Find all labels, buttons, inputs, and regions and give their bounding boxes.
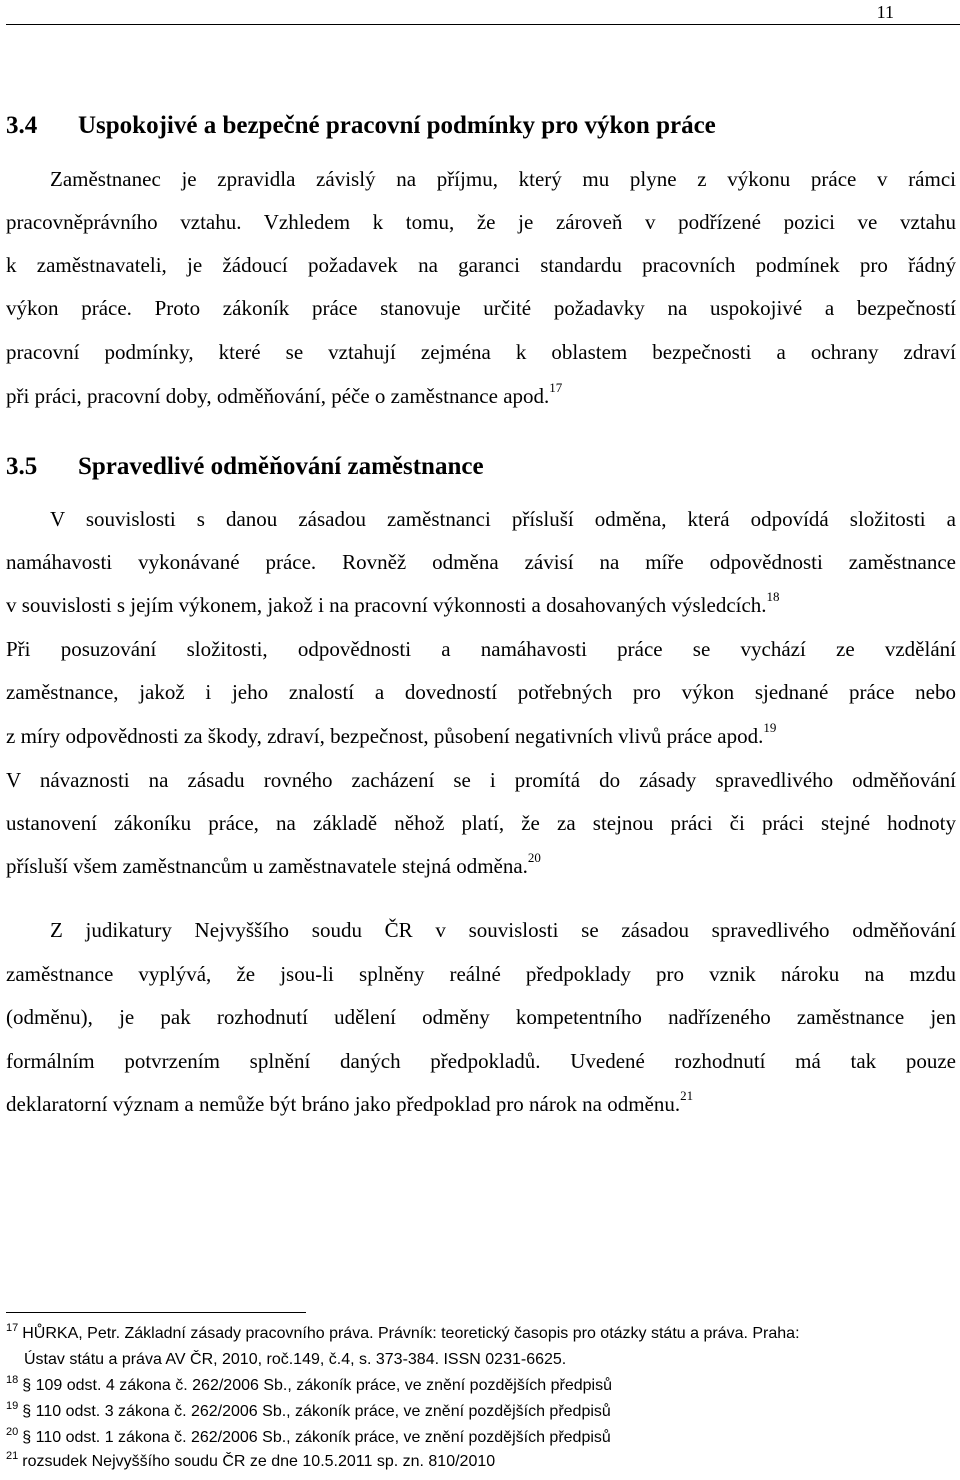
section-title: Uspokojivé a bezpečné pracovní podmínky pro výkon práce <box>78 112 716 139</box>
paragraph-line: při práci, pracovní doby, odměňování, péče o zaměstnance apod.$^{17}$ <box>6 380 563 408</box>
section-number: 3.5 <box>6 453 38 480</box>
footnote-mark: 19 <box>6 1400 19 1412</box>
section-sign: § <box>22 1377 32 1394</box>
paragraph-line: přísluší všem zaměstnancům u zaměstnavatele stejná odměna.$^{20}$ <box>6 850 541 878</box>
paragraph-line: k zaměstnavateli, je žádoucí požadavek na garanci standardu pracovních podmínek pro řádný <box>6 253 956 277</box>
footnote-mark: 17 <box>6 1322 19 1334</box>
footnote-20: $^{20}$ § 110 odst. 1 zákona č. 262/2006 Sb., zákoník práce, ve znění pozdějších předpisů <box>6 1426 611 1446</box>
page-number: 11 <box>876 2 894 22</box>
footnote-ref[interactable]: 20 <box>527 850 541 865</box>
paragraph-line: z míry odpovědnosti za škody, zdraví, bezpečnost, působení negativních vlivů práce apod.$^{19}$ <box>6 720 777 748</box>
footnote-17-continued: Ústav státu a práva AV ČR, 2010, roč.149, č.4, s. 373-384. ISSN 0231-6625. <box>24 1351 567 1368</box>
paragraph-line: zaměstnance vyplývá, že jsou-li splněny reálné předpoklady pro vznik nároku na mzdu <box>6 962 956 986</box>
footnote-19: $^{19}$ § 110 odst. 3 zákona č. 262/2006 Sb., zákoník práce, ve znění pozdějších předpisů <box>6 1400 611 1420</box>
paragraph-line: Zaměstnanec je zpravidla závislý na příjmu, který mu plyne z výkonu práce v rámci <box>50 167 956 191</box>
paragraph-line: formálním potvrzením splnění daných předpokladů. Uvedené rozhodnutí má tak pouze <box>6 1049 956 1073</box>
section-sign: § <box>22 1429 32 1446</box>
paragraph-line: výkon práce. Proto zákoník práce stanovuje určité požadavky na uspokojivé a bezpečností <box>6 296 956 320</box>
footnote-ref[interactable]: 18 <box>766 589 780 604</box>
footnote-21: $^{21}$ rozsudek Nejvyššího soudu ČR ze dne 10.5.2011 sp. zn. 810/2010 <box>6 1450 496 1470</box>
section-sign: § <box>22 1403 32 1420</box>
footnote-separator <box>6 1312 306 1313</box>
paragraph-line: pracovněprávního vztahu. Vzhledem k tomu, že je zároveň v podřízené pozici ve vztahu <box>6 210 956 234</box>
section-title: Spravedlivé odměňování zaměstnance <box>78 453 484 480</box>
paragraph-line: Z judikatury Nejvyššího soudu ČR v souvislosti se zásadou spravedlivého odměňování <box>50 918 956 942</box>
footnote-18: $^{18}$ § 109 odst. 4 zákona č. 262/2006 Sb., zákoník práce, ve znění pozdějších předpisů <box>6 1374 612 1394</box>
paragraph-line: V souvislosti s danou zásadou zaměstnanci přísluší odměna, která odpovídá složitosti a <box>50 507 956 531</box>
footnote-mark: 21 <box>6 1450 19 1462</box>
paragraph-line: zaměstnance, jakož i jeho znalostí a dovedností potřebných pro výkon sjednané práce nebo <box>6 680 956 704</box>
paragraph-line: ustanovení zákoníku práce, na základě něhož platí, že za stejnou práci či práci stejné hodnoty <box>6 811 956 835</box>
section-heading-3-5 <box>6 453 484 481</box>
section-heading-3-4 <box>6 112 716 140</box>
footnote-mark: 20 <box>6 1426 19 1438</box>
paragraph-line: V návaznosti na zásadu rovného zacházení se i promítá do zásady spravedlivého odměňování <box>6 768 956 792</box>
paragraph-line: Při posuzování složitosti, odpovědnosti a namáhavosti práce se vychází ze vzdělání <box>6 637 956 661</box>
footnote-ref[interactable]: 21 <box>680 1088 694 1103</box>
footnote-ref[interactable]: 17 <box>549 380 563 395</box>
section-number: 3.4 <box>6 112 38 139</box>
paragraph-line: deklaratorní význam a nemůže být bráno jako předpoklad pro nárok na odměnu.$^{21}$ <box>6 1088 694 1116</box>
paragraph-line: namáhavosti vykonávané práce. Rovněž odměna závisí na míře odpovědnosti zaměstnance <box>6 550 956 574</box>
footnote-17: $^{17}$ HŮRKA, Petr. Základní zásady pracovního práva. Právník: teoretický časopis pro otázky státu a práva. Praha: <box>6 1322 800 1342</box>
header-rule <box>6 24 960 25</box>
footnote-ref[interactable]: 19 <box>763 720 777 735</box>
paragraph-line: v souvislosti s jejím výkonem, jakož i na pracovní výkonnosti a dosahovaných výsledcích.$^{18}$ <box>6 589 780 617</box>
paragraph-line: (odměnu), je pak rozhodnutí udělení odměny kompetentního nadřízeného zaměstnance jen <box>6 1005 956 1029</box>
footnote-mark: 18 <box>6 1374 19 1386</box>
paragraph-line: pracovní podmínky, které se vztahují zejména k oblastem bezpečnosti a ochrany zdraví <box>6 340 956 364</box>
